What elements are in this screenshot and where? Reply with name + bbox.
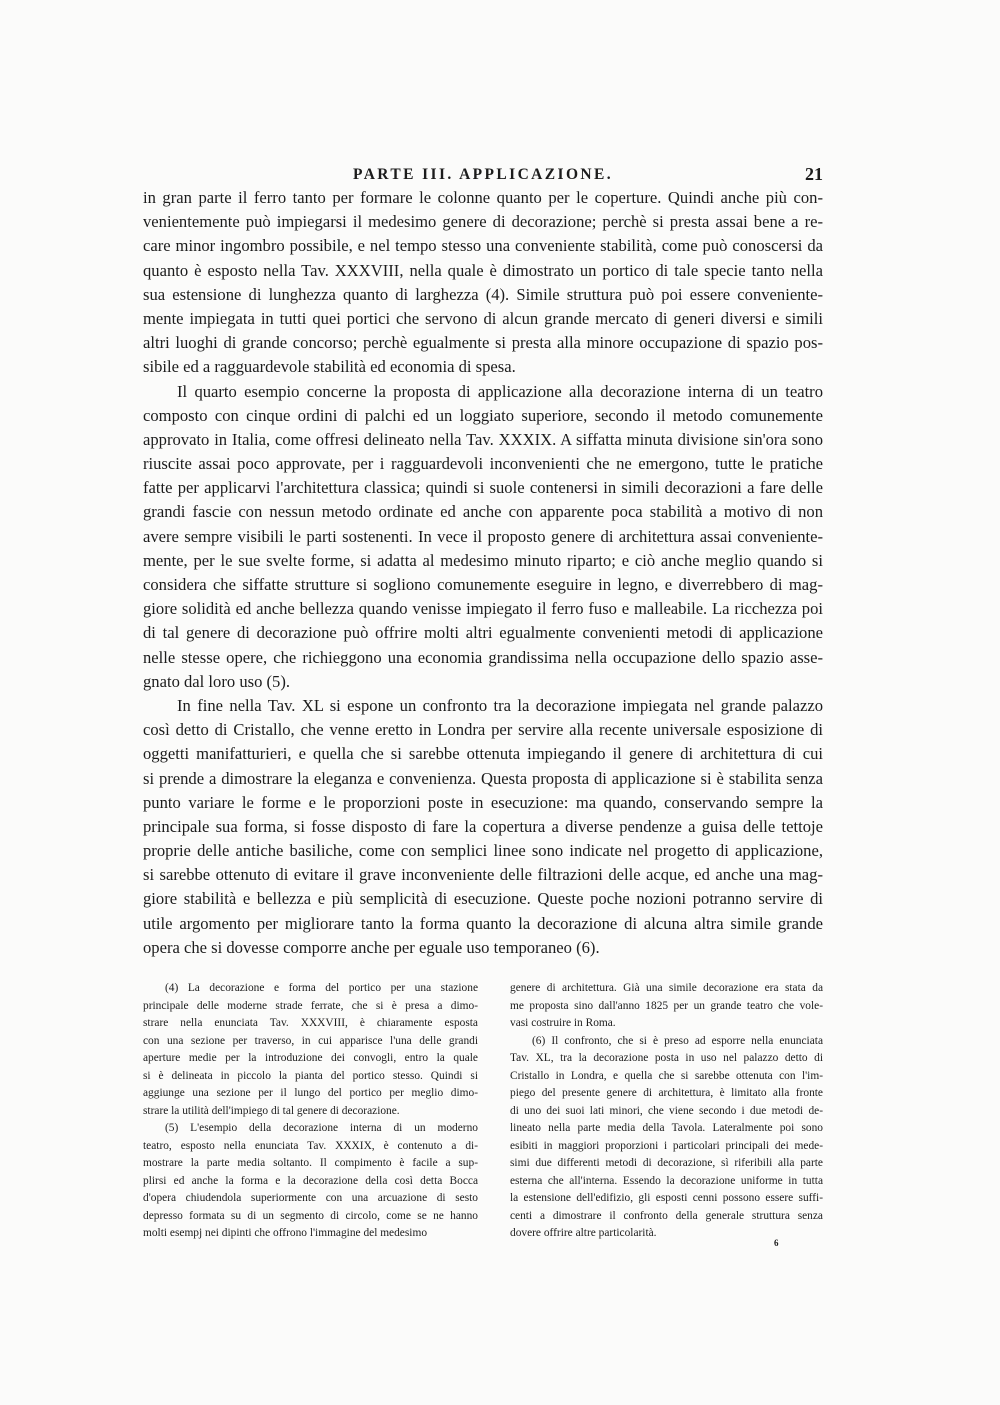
page-number: 21: [805, 164, 823, 184]
text-line: sua estensione di lunghezza quanto di larghezza (4). Simile struttura può poi essere conveniente-: [143, 284, 823, 304]
footnote-line: esibiti in maggiori proporzioni i particolari principali dei mede-: [510, 1139, 823, 1152]
text-line: si prende a dimostrare la eleganza e convenienza. Questa proposta di applicazione si è stabilita senza: [143, 768, 823, 788]
footnote-line: si è delineata in piccolo la pianta del portico stesso. Quindi si: [143, 1069, 478, 1082]
footnote-line: piego del presente genere di architettura, è limitato alla fronte: [510, 1087, 823, 1099]
footnote-line: lineato nella parte media della Tavola. Lateralmente poi sono: [510, 1122, 823, 1134]
footnote-line: Cristallo in Londra, e quella che si sarebbe ottenuta con l'im-: [510, 1069, 823, 1082]
footnote-line: mostrare la parte media soltanto. Il compimento è facile a sup-: [143, 1157, 478, 1169]
text-line: oggetti manifatturieri, e quella che si sarebbe ottenuta impiegando il genere di architettura di cui: [143, 744, 823, 764]
text-line: si sarebbe ottenuto di evitare il grave inconveniente delle filtrazioni delle acque, ed anche una mag-: [143, 865, 823, 885]
text-line: principale sua forma, si fosse disposto di fare la copertura a diverse pendenze a guisa delle tettoje: [143, 816, 823, 836]
footnote-line: teatro, esposto nella enunciata Tav. XXXIX, è contenuto a di-: [143, 1139, 478, 1152]
text-line: opera che si dovesse comporre anche per eguale uso temporaneo (6).: [143, 937, 600, 957]
text-line: composto con cinque ordini di palchi ed un loggiato superiore, secondo il metodo comunemente: [143, 405, 823, 425]
running-title: PARTE III. APPLICAZIONE.: [352, 166, 614, 183]
text-line: punto variare le forme e le proporzioni poste in esecuzione: ma quando, conservando sempre la: [143, 792, 823, 812]
text-line: sibile ed a ragguardevole stabilità ed economia di spesa.: [143, 357, 516, 377]
footnote-line: plirsi ed anche la forma e la decorazione della così detta Bocca: [143, 1174, 478, 1187]
footnote-line: con una sezione per traverso, in cui apparisce l'una delle grandi: [143, 1034, 478, 1047]
text-line: approvato in Italia, come offresi delineato nella Tav. XXXIX. A siffatta minuta divisione sin'ora sono: [143, 429, 823, 449]
footnote-line: (5) L'esempio della decorazione interna di un moderno: [165, 1122, 478, 1134]
footnote-line: (6) Il confronto, che si è preso ad esporre nella enunciata: [532, 1034, 823, 1047]
main-text: [143, 186, 823, 960]
text-line: di tal genere di decorazione può offrire molti altri egualmente convenienti metodi di applicazione: [143, 623, 823, 643]
footnote-line: vasi costruire in Roma.: [510, 1017, 616, 1029]
text-line: nelle stesse opere, che richieggono una economia grandissima nella occupazione dello spazio asse-: [143, 647, 823, 667]
footnote-line: la estensione dell'edifizio, gli esposti cenni possono essere suffi-: [510, 1192, 823, 1204]
text-line: giore stabilità e bellezza e più semplicità di esecuzione. Queste poche nozioni potranno servire di: [143, 889, 823, 909]
text-line: fatte per applicarvi l'architettura classica; quindi si suole contenersi in simili decorazioni a fare delle: [143, 478, 823, 498]
signature-mark: 6: [774, 1238, 779, 1248]
footnotes-right-column: [510, 980, 823, 1243]
text-line: giore solidità ed anche bellezza quando venisse impiegato il ferro fuso e malleabile. La ricchezza poi: [143, 599, 823, 619]
footnote-line: Tav. XL, tra la decorazione posta in uso nel palazzo detto di: [510, 1052, 823, 1064]
text-line: mente, per le sue svelte forme, si adatta al medesimo minuto riparto; e ciò anche meglio quando si: [143, 550, 823, 570]
footnote-line: di uno dei suoi lati minori, che viene secondo i due metodi de-: [510, 1104, 823, 1117]
footnote-line: simi due differenti metodi di decorazione, sì riferibili alla parte: [510, 1157, 823, 1169]
text-line: quanto è esposto nella Tav. XXXVIII, nella quale è dimostrato un portico di tale specie tanto nella: [143, 260, 823, 280]
footnote-line: strare nella enunciata Tav. XXXVIII, è chiaramente esposta: [143, 1017, 478, 1029]
footnote-line: me proposta sino dall'anno 1825 per un grande teatro che vole-: [510, 999, 823, 1012]
footnote-line: esterna che all'interna. Essendo la decorazione uniforme in tutta: [510, 1174, 823, 1187]
footnote-line: strare la utilità dell'impiego di tal genere di decorazione.: [143, 1104, 400, 1117]
text-line: in gran parte il ferro tanto per formare le colonne quanto per le coperture. Quindi anche più con-: [143, 188, 823, 207]
text-line: considera che siffatte strutture si sogliono comunemente eseguire in legno, e diverrebbero di mag-: [143, 575, 823, 594]
footnote-line: centi a dimostrare il confronto della generale struttura senza: [510, 1209, 823, 1222]
footnotes-left-column: [143, 980, 478, 1243]
footnote-line: aggiunge una sezione per il lungo del portico per meglio dimo-: [143, 1087, 478, 1099]
text-line: gnato dal loro uso (5).: [143, 671, 291, 691]
footnote-line: principale delle moderne strade ferrate, che si è presa a dimo-: [143, 999, 478, 1012]
text-line: avere sempre visibili le parti sostenenti. In vece il proposto genere di architettura assai conveniente-: [143, 526, 823, 546]
text-line: utile argomento per migliorare tanto la forma quanto la decorazione di alcuna altra simile grande: [143, 913, 823, 933]
text-line: mente impiegata in tutti quei portici che servono di alcun grande mercato di generi diversi e simili: [143, 308, 823, 328]
text-line: Il quarto esempio concerne la proposta di applicazione alla decorazione interna di un teatro: [177, 381, 823, 401]
text-line: In fine nella Tav. XL si espone un confronto tra la decorazione impiegata nel grande palazzo: [177, 695, 823, 715]
text-line: riuscite assai poco approvate, per i ragguardevoli inconvenienti che ne emergono, tutte le pratiche: [143, 454, 823, 474]
footnote-line: aperture medie per la introduzione dei convogli, entro la quale: [143, 1052, 478, 1064]
text-line: venientemente può impiegarsi il medesimo genere di decorazione; perchè si presta assai bene a re-: [143, 212, 823, 232]
text-line: proprie delle antiche basiliche, come con semplici linee sono indicate nel progetto di applicazione,: [143, 841, 823, 861]
footnote-line: d'opera chiudendola superiormente con una arcuazione di sesto: [143, 1192, 478, 1204]
footnote-line: molti esempj nei dipinti che offrono l'immagine del medesimo: [143, 1227, 428, 1239]
text-line: così detto di Cristallo, che venne eretto in Londra per servire alla recente universale esposizione di: [143, 720, 823, 740]
text-line: altri luoghi di grande concorso; perchè egualmente si presta alla minore occupazione di spazio pos-: [143, 333, 823, 353]
footnote-line: (4) La decorazione e forma del portico per una stazione: [165, 982, 478, 994]
text-line: grandi fascie con nessun metodo ordinate ed anche con apparente poca stabilità a motivo di non: [143, 502, 823, 522]
footnote-line: dovere offrire altre particolarità.: [510, 1227, 657, 1239]
text-line: care minor ingombro possibile, e nel tempo stesso una conveniente stabilità, come può conoscersi da: [143, 236, 823, 256]
footnote-line: depresso formata su di un segmento di circolo, come se ne hanno: [143, 1209, 478, 1222]
footnote-line: genere di architettura. Già una simile decorazione era stata da: [510, 982, 823, 994]
